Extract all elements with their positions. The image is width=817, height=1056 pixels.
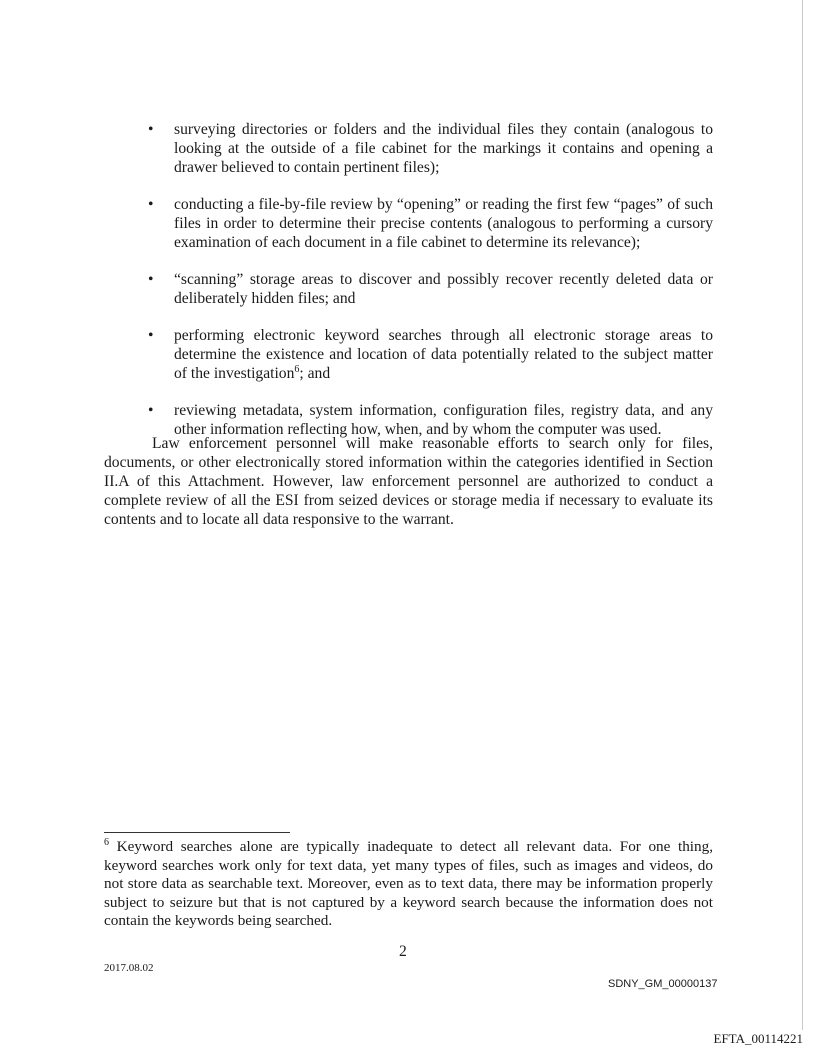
bullet-text: conducting a file-by-file review by “opening” or reading the first few “pages” of such files in order to determine their precise contents (analogous to performing a cursory examination of each document in a file cabinet to determine its relevance); <box>174 196 713 251</box>
efta-number: EFTA_00114221 <box>713 1031 803 1046</box>
bullet-dot: • <box>148 271 154 288</box>
footnote <box>104 838 713 931</box>
bullet-dot: • <box>148 327 154 344</box>
bullet-text: “scanning” storage areas to discover and possibly recover recently deleted data or deliberately hidden files; and <box>174 271 713 307</box>
footnote-separator <box>104 832 290 833</box>
body-paragraph: Law enforcement personnel will make reasonable efforts to search only for files, documents, or other electronically stored information within the categories identified in Section II.A of this Attachment. However, law enforcement personnel are authorized to conduct a complete review of all the ESI from seized devices or storage media if necessary to evaluate its contents and to locate all data responsive to the warrant. <box>104 435 713 528</box>
footnote-text: Keyword searches alone are typically inadequate to detect all relevant data. For one thing, keyword searches work only for text data, yet many types of files, such as images and videos, do not store data as searchable text. Moreover, even as to text data, there may be information properly subject to seizure but that is not captured by a keyword search because the information does not contain the keywords being searched. <box>104 838 713 929</box>
page-number: 2 <box>399 943 407 960</box>
date-code: 2017.08.02 <box>104 962 154 974</box>
bullet-dot: • <box>148 121 154 138</box>
bullet-text: performing electronic keyword searches through all electronic storage areas to determine the existence and location of data potentially related to the subject matter of the investigation <box>174 327 713 382</box>
bullet-item <box>148 326 713 383</box>
bullet-dot: • <box>148 196 154 213</box>
bullet-item <box>148 270 713 308</box>
scan-edge-line <box>802 0 803 1030</box>
bullet-dot: • <box>148 402 154 419</box>
bullet-list <box>148 120 713 457</box>
bates-number: SDNY_GM_00000137 <box>608 978 718 990</box>
bullet-text: surveying directories or folders and the individual files they contain (analogous to looking at the outside of a file cabinet for the markings it contains and opening a drawer believed to contain pertinent files); <box>174 121 713 176</box>
bullet-item <box>148 120 713 177</box>
footnote-ref: 6 <box>294 363 300 375</box>
bullet-text-tail: ; and <box>299 365 331 382</box>
bullet-text: reviewing metadata, system information, configuration files, registry data, and any other information reflecting how, when, and by whom the computer was used. <box>174 402 713 438</box>
footnote-number: 6 <box>104 836 109 848</box>
bullet-item <box>148 195 713 252</box>
